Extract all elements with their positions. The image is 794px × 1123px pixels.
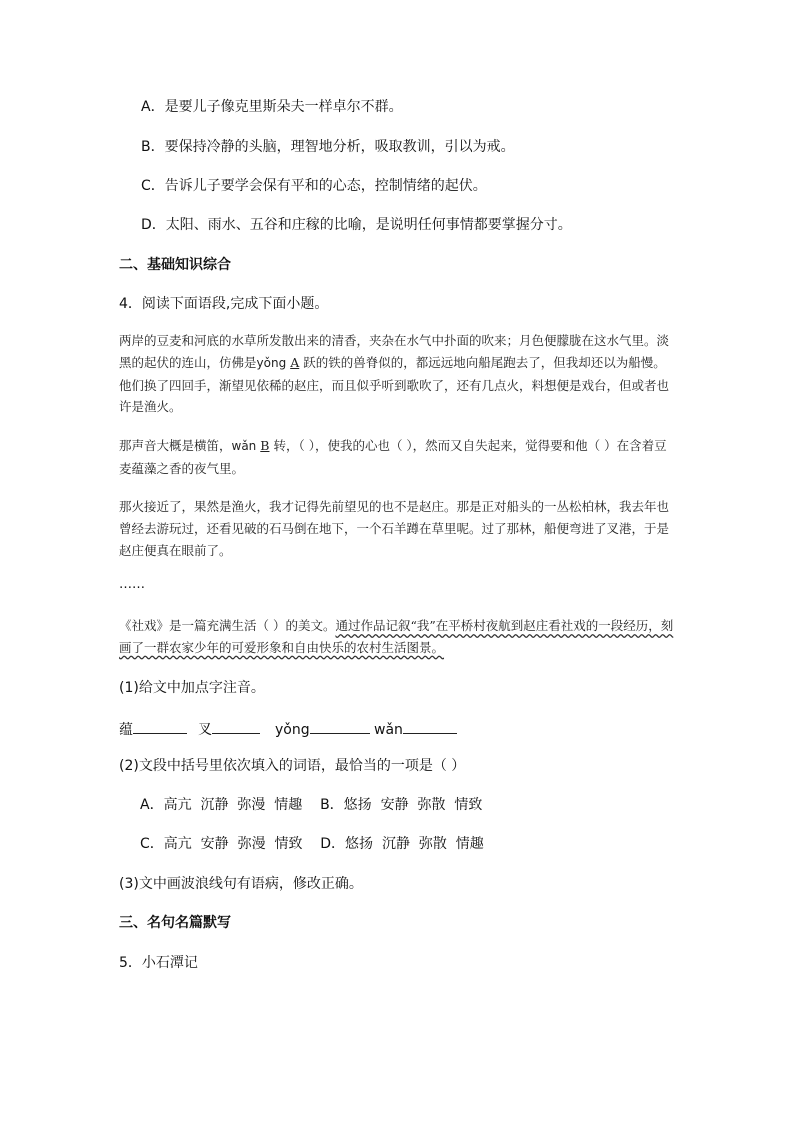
fill-item-3 — [275, 717, 370, 740]
q5-title: 5．小石潭记 — [119, 955, 198, 971]
answer-blank[interactable] — [310, 717, 370, 734]
section2-heading: 二、基础知识综合 — [119, 257, 231, 273]
q3-option-a: A．是要儿子像克里斯朵夫一样卓尔不群。 — [141, 99, 403, 115]
blank-a: A — [290, 354, 300, 370]
blank-b: B — [260, 438, 270, 453]
fill-item-1 — [119, 717, 187, 740]
answer-blank[interactable] — [403, 717, 457, 734]
pinyin-wan: wǎn — [231, 439, 257, 453]
passage-text: 《社戏》是一篇充满生活（ ）的美文。 — [119, 618, 336, 633]
fill-item-2 — [198, 717, 260, 740]
ellipsis: …… — [119, 577, 145, 592]
fill-label: wǎn — [374, 722, 403, 738]
sub-question-2: (2)文段中括号里依次填入的词语，最恰当的一项是（ ） — [119, 758, 466, 774]
passage-text: 那声音大概是横笛， — [119, 438, 232, 453]
passage-text: 那火接近了，果然是渔火，我才记得先前望见的也不是赵庄。那是正对船头的一丛松柏林，我去年也曾经去游玩过，还看见破的石马倒在地下，一个石羊蹲在草里呢。过了那林，船便弯进了叉港，于是赵庄便真在眼前了。 — [119, 499, 670, 558]
sub-question-3: (3)文中画波浪线句有语病，修改正确。 — [119, 876, 363, 892]
q3-option-d: D．太阳、雨水、五谷和庄稼的比喻，是说明任何事情都要掌握分寸。 — [141, 217, 572, 233]
fill-label: 蕴 — [119, 722, 133, 738]
passage-text: 转，（ ），使我的心也（ ），然而又自失起来，觉得要和他（ ）在含着豆麦蕴藻之香的夜气里。 — [119, 438, 667, 476]
q3-option-c: C．告诉儿子要学会保有平和的心态，控制情绪的起伏。 — [141, 178, 487, 194]
pinyin-yong: yǒng — [256, 355, 287, 370]
q4-stem: 4．阅读下面语段,完成下面小题。 — [119, 296, 329, 312]
sub-question-1: (1)给文中加点字注音。 — [119, 680, 265, 696]
passage-paragraph-3 — [119, 496, 675, 561]
q3-option-b: B．要保持冷静的头脑，理智地分析，吸取教训，引以为戒。 — [141, 139, 515, 155]
passage-paragraph-2 — [119, 435, 675, 480]
passage-paragraph-4 — [119, 615, 675, 659]
fill-item-4 — [374, 717, 457, 740]
fill-label: yǒng — [275, 722, 310, 738]
sub2-options-row-1: A．高亢 沉静 弥漫 情趣 B．悠扬 安静 弥散 情致 — [140, 797, 483, 813]
fill-label: 叉 — [198, 722, 212, 738]
answer-blank[interactable] — [212, 717, 260, 734]
wavy-underlined-sentence: 通过作品记叙“我”在平桥村夜航到赵庄看社戏的一段经历，刻画了一群农家少年的可爱形象和自由快乐的农村生活图景。 — [119, 618, 674, 655]
section3-heading: 三、名句名篇默写 — [119, 915, 231, 931]
passage-text: 两岸的豆麦和河底的水草所发散出来的清香，夹杂在水气中扑面的吹来；月色便朦胧在这水气里。淡黑的起伏的连山，仿佛是 — [119, 333, 670, 370]
answer-blank[interactable] — [133, 717, 187, 734]
passage-paragraph-1 — [119, 330, 675, 418]
passage-text: 跃的铁的兽脊似的，都远远地向船尾跑去了，但我却还以为船慢。他们换了四回手，渐望见依稀的赵庄，而且似乎听到歌吹了，还有几点火，料想便是戏台，但或者也许是渔火。 — [119, 354, 670, 415]
sub2-options-row-2: C．高亢 安静 弥漫 情致 D．悠扬 沉静 弥散 情趣 — [140, 836, 484, 852]
